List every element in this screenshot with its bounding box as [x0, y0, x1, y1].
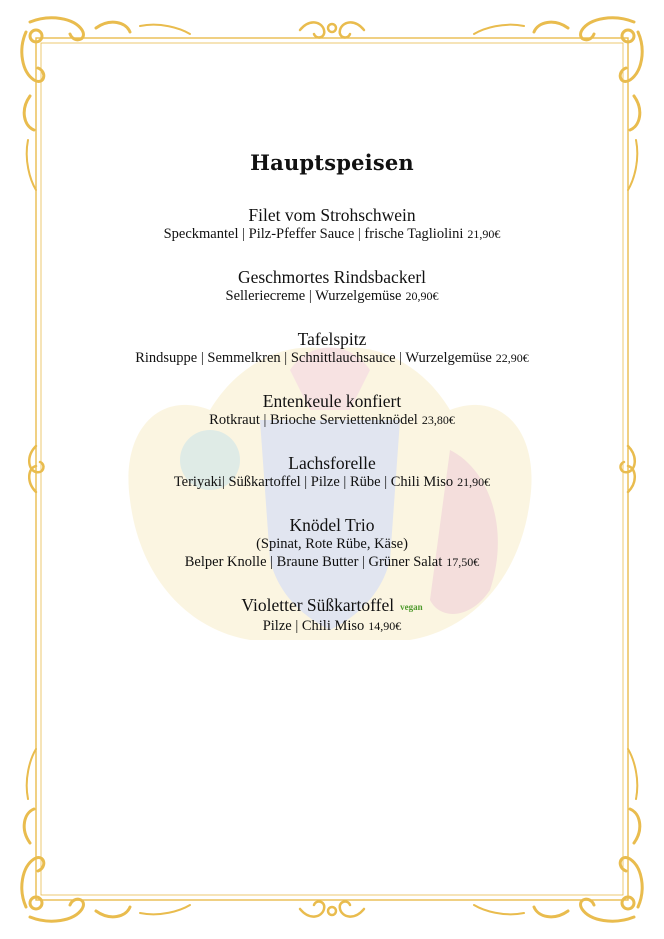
dish-desc-text: Selleriecreme | Wurzelgemüse — [225, 288, 402, 304]
dish-price: 22,90€ — [495, 351, 529, 365]
dish-price: 21,90€ — [467, 227, 501, 241]
dish-name — [60, 595, 604, 617]
dish-lachsforelle — [60, 453, 604, 491]
dish-price: 21,90€ — [457, 475, 491, 489]
scroll-ornament-top — [300, 22, 364, 37]
dish-entenkeule-konfiert — [60, 391, 604, 429]
dish-price: 23,80€ — [421, 413, 455, 427]
dish-name: Entenkeule konfiert — [262, 391, 402, 411]
dish-name: Geschmortes Rindsbackerl — [237, 267, 427, 287]
dish-desc-text: Rotkraut | Brioche Serviettenknödel — [209, 412, 418, 428]
dish-filet-vom-strohschwein — [60, 205, 604, 243]
dish-desc-text: Pilze | Chili Miso — [262, 618, 365, 634]
dish-description — [60, 617, 604, 635]
dish-violetter-suesskartoffel — [60, 595, 604, 635]
dish-tafelspitz — [60, 329, 604, 367]
dish-name: Lachsforelle — [288, 453, 376, 473]
menu-content — [60, 150, 604, 659]
dish-price: 14,90€ — [368, 619, 402, 633]
dish-description — [60, 553, 604, 571]
scroll-ornament-bottom — [300, 902, 364, 917]
dish-price: 20,90€ — [405, 289, 439, 303]
dish-description — [60, 225, 604, 243]
dish-name: Knödel Trio — [289, 515, 375, 535]
dish-desc-text: Belper Knolle | Braune Butter | Grüner Salat — [184, 554, 443, 570]
dish-description — [60, 473, 604, 491]
dish-name: Filet vom Strohschwein — [248, 205, 416, 225]
dish-desc-text: Teriyaki| Süßkartoffel | Pilze | Rübe | Chili Miso — [173, 474, 454, 490]
dish-desc-text: Speckmantel | Pilz-Pfeffer Sauce | frische Tagliolini — [163, 226, 464, 242]
menu-title: Hauptspeisen — [250, 150, 414, 175]
dish-description — [60, 349, 604, 367]
dish-description — [60, 411, 604, 429]
dish-name-text: Violetter Süßkartoffel — [241, 595, 395, 615]
dish-name: Tafelspitz — [297, 329, 367, 349]
dish-knoedel-trio — [60, 515, 604, 571]
dish-price: 17,50€ — [446, 555, 480, 569]
vegan-badge: vegan — [400, 602, 423, 612]
dish-description — [60, 287, 604, 305]
dish-note: (Spinat, Rote Rübe, Käse) — [256, 536, 408, 552]
dish-desc-text: Rindsuppe | Semmelkren | Schnittlauchsauce | Wurzelgemüse — [135, 350, 492, 366]
dish-geschmortes-rindsbackerl — [60, 267, 604, 305]
